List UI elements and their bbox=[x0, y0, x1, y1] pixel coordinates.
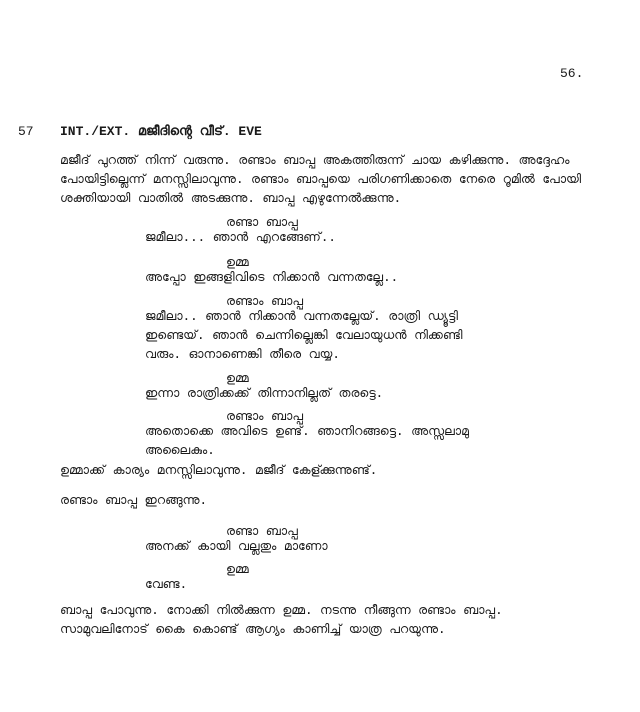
dialogue: ഇന്നാ രാത്രിക്കക്ക് തിന്നാനില്ലത് തരട്ടെ. bbox=[145, 385, 384, 400]
dialogue: വേണ്ട. bbox=[145, 576, 188, 591]
dialogue: ജമീലാ... ഞാൻ എറങ്ങേണ്.. bbox=[145, 229, 336, 244]
character-name: രണ്ടാ ബാപ്പ bbox=[226, 523, 298, 538]
dialogue: അപ്പോ ഇങ്ങളിവിടെ നിക്കാൻ വന്നതല്ലേ.. bbox=[145, 269, 399, 284]
character-name: ഉമ്മ bbox=[226, 370, 249, 385]
dialogue: ജമീലാ.. ഞാൻ നിക്കാൻ വന്നതല്ലേയ്. രാത്രി ഡ്യൂട്ടി ഇണ്ടെയ്. ഞാൻ ചെന്നില്ലെങ്കി വേലായുധൻ നിക്കണ്ടി വരും. ഓനാണെങ്കി തീരെ വയ്യ. bbox=[145, 308, 463, 361]
character-name: ഉമ്മ bbox=[226, 254, 249, 269]
action-paragraph: ഉമ്മാക്ക് കാര്യം മനസ്സിലാവുന്നു. മജീദ് കേള്ക്കുന്നുണ്ട്. bbox=[60, 462, 378, 477]
dialogue: അനക്ക് കായി വല്ലതും മാണോ bbox=[145, 538, 328, 553]
character-name: ഉമ്മ bbox=[226, 561, 249, 576]
page-number: 56. bbox=[560, 66, 584, 81]
action-paragraph: രണ്ടാം ബാപ്പ ഇറങ്ങുന്നു. bbox=[60, 492, 208, 507]
character-name: രണ്ടാം ബാപ്പ bbox=[226, 408, 304, 423]
action-paragraph: ബാപ്പ പോവുന്നു. നോക്കി നിൽക്കുന്ന ഉമ്മ. നടന്നു നീങ്ങുന്ന രണ്ടാം ബാപ്പ. സാമുവലിനോട് കൈ കൊണ്ട് ആഗ്യം കാണിച്ച് യാത്ര പറയുന്നു. bbox=[60, 602, 503, 636]
character-name: രണ്ടാം ബാപ്പ bbox=[226, 293, 304, 308]
scene-heading: INT./EXT. മജീദിന്റെ വീട്. EVE bbox=[60, 124, 262, 139]
character-name: രണ്ടാ ബാപ്പ bbox=[226, 214, 298, 229]
dialogue: അതൊക്കെ അവിടെ ഉണ്ട്. ഞാനിറങ്ങട്ടെ. അസ്സലാമു അലൈകും. bbox=[145, 423, 469, 457]
scene-number: 57 bbox=[18, 124, 34, 139]
action-paragraph: മജീദ് പുറത്ത് നിന്ന് വരുന്നു. രണ്ടാം ബാപ്പ അകത്തിരുന്ന് ചായ കഴിക്കുന്നു. അദ്ദേഹം പോയിട്ടില്ലെന്ന് മനസ്സിലാവുന്നു. രണ്ടാം ബാപ്പയെ പരിഗണിക്കാതെ നേരെ റൂമിൽ പോയി ശക്തിയായി വാതിൽ അടക്കുന്നു. ബാപ്പ എഴുന്നേൽക്കുന്നു. bbox=[60, 152, 582, 205]
